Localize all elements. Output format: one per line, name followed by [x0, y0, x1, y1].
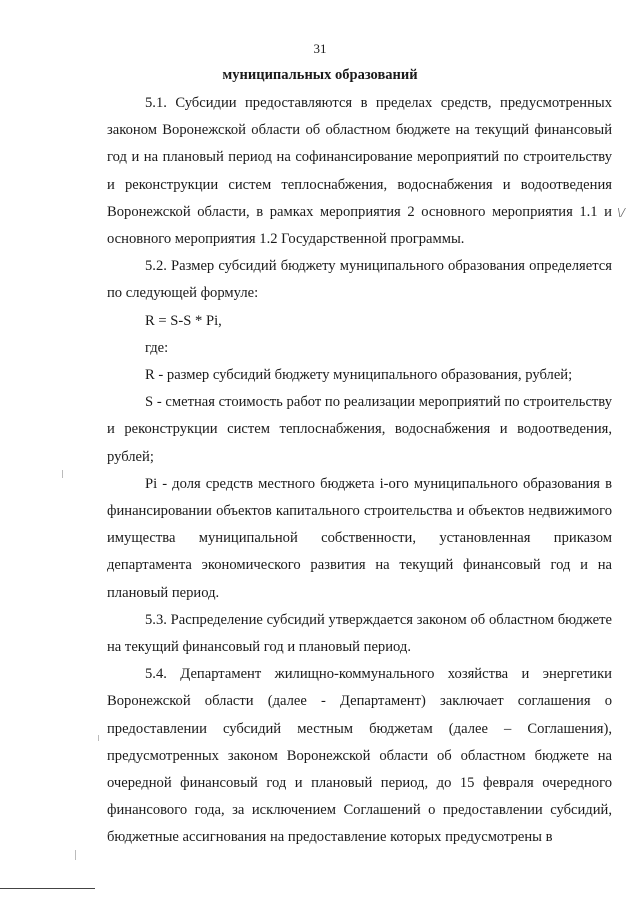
- body-text: [107, 90, 612, 852]
- scan-speck: [98, 735, 99, 741]
- definition-r: R - размер субсидий бюджету муниципального образования, рублей;: [145, 367, 573, 384]
- definition-pi: Pi - доля средств местного бюджета i-ого муниципального образования в финансировании объектов капитального строительства и объектов недвижимого имущества муниципальной собственности, установленная приказом департамента экономического развития на текущий финансовый год и на плановый период.: [107, 475, 612, 601]
- scan-speck: [75, 850, 76, 860]
- margin-handwritten-mark: \/: [617, 206, 625, 221]
- footer-rule: [0, 888, 95, 889]
- section-heading: муниципальных образований: [222, 67, 418, 83]
- formula-where: где:: [145, 339, 169, 356]
- page-number: 31: [313, 41, 327, 56]
- paragraph-5-3: 5.3. Распределение субсидий утверждается законом об областном бюджете на текущий финансовый год и плановый период.: [107, 611, 612, 656]
- scan-speck: [62, 470, 63, 478]
- paragraph-5-2: 5.2. Размер субсидий бюджету муниципального образования определяется по следующей формуле:: [107, 258, 612, 302]
- definition-s: S - сметная стоимость работ по реализации мероприятий по строительству и реконструкции систем теплоснабжения, водоснабжения и водоотведения, рублей;: [107, 394, 612, 465]
- paragraph-5-4: 5.4. Департамент жилищно-коммунального хозяйства и энергетики Воронежской области (далее - Департамент) заключает соглашения о предоставлении субсидий местным бюджетам (далее – Соглашения), предусмотренных законом Воронежской области об областном бюджете на очередной финансовый год и плановый период, до 15 февраля очередного финансового года, за исключением Соглашений о предоставлении субсидий, бюджетные ассигнования на предоставление которых предусмотрены в: [107, 666, 612, 846]
- paragraph-5-1: 5.1. Субсидии предоставляются в пределах средств, предусмотренных законом Воронежской области об областном бюджете на текущий финансовый год и на плановый период на софинансирование мероприятий по строительству и реконструкции систем теплоснабжения, водоснабжения и водоотведения Воронежской области, в рамках мероприятия 2 основного мероприятия 1.1 и основного мероприятия 1.2 Государственной программы.: [107, 95, 612, 248]
- formula: R = S-S * Pi,: [145, 312, 222, 329]
